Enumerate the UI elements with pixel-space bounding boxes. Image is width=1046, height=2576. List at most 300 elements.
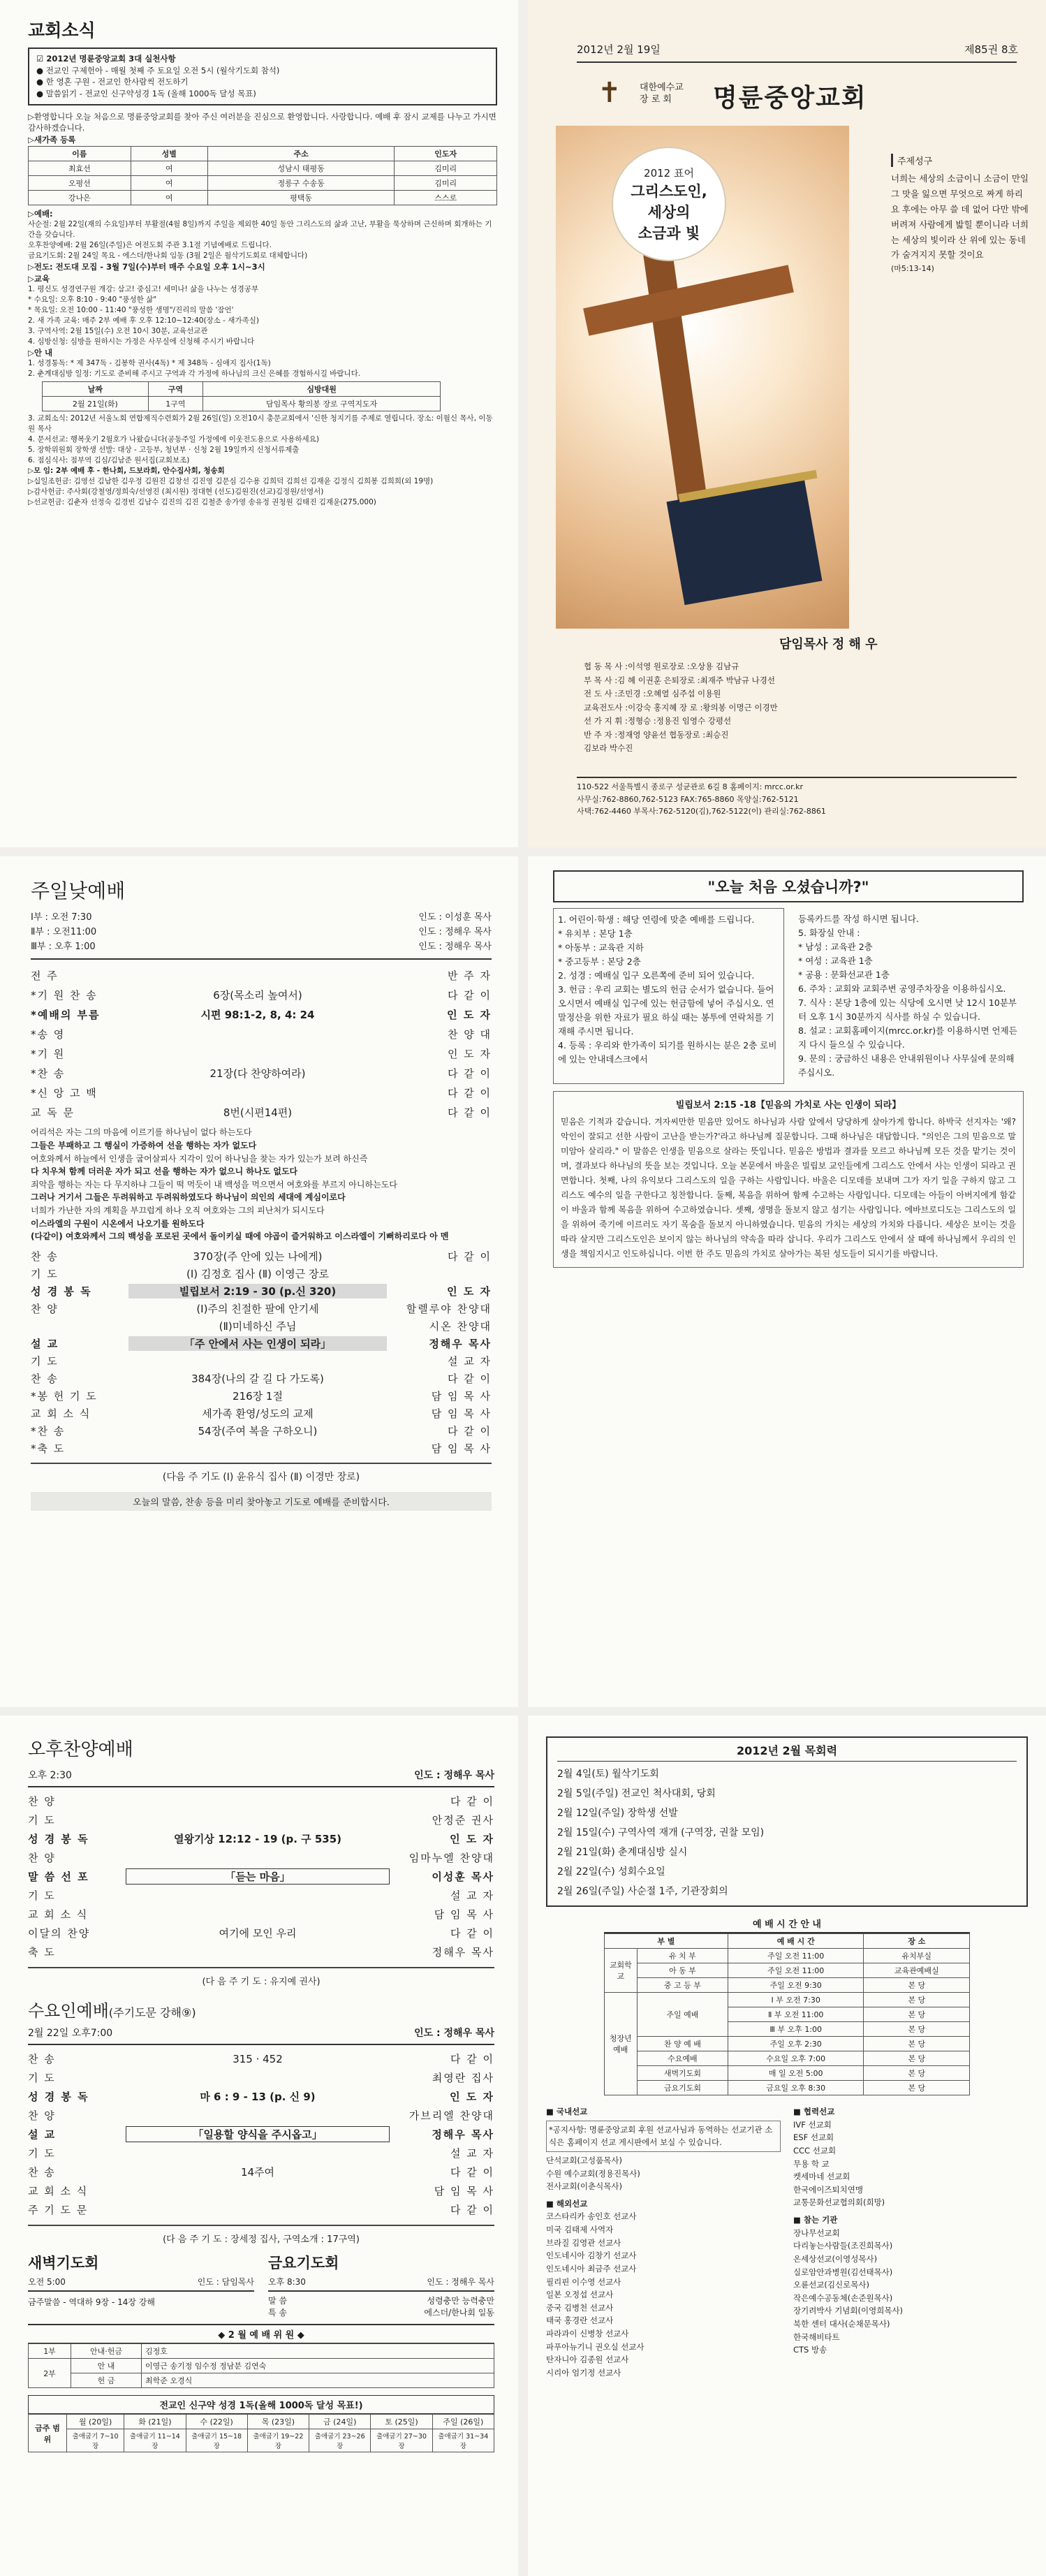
order-content: (Ⅰ)주의 친절한 팔에 안기세 <box>196 1302 319 1315</box>
table-row <box>604 1978 969 1993</box>
order-row <box>28 1829 494 1848</box>
order-content: (Ⅱ)미네하신 주님 <box>219 1319 297 1333</box>
service-times <box>31 911 492 960</box>
mission-title: ■ 참는 기관 <box>793 2215 838 2225</box>
order-item: *신 앙 고 백 <box>31 1086 98 1099</box>
mission-item: ESF 선교회 <box>793 2132 834 2143</box>
three-practices-box <box>28 47 497 105</box>
cell: 1구역 <box>148 397 202 411</box>
worship-line: 금요기도회: 2월 24일 목요 - 에스더/한나회 임동 (3월 2일은 월삭기도회로 대체합니다) <box>28 251 308 261</box>
missions-right <box>793 2105 1028 2380</box>
table-row <box>604 2066 969 2081</box>
order-content: 216장 1절 <box>233 1389 283 1403</box>
mission-item: 온세상선교(이영성목사) <box>793 2253 878 2264</box>
order-leader: 담 임 목 사 <box>431 1407 492 1420</box>
reading-line: 그들은 부패하고 그 행실이 가증하여 선을 행하는 자가 없도다 <box>31 1140 257 1150</box>
order-leader: 가브리엘 찬양대 <box>408 2109 494 2122</box>
order-row <box>31 1063 492 1083</box>
staff-line: 반 주 자 :정재영 양윤선 협동장로 :최승진 <box>584 729 729 740</box>
dawn-prayer <box>28 2252 254 2318</box>
service-leader: 인도 : 이성훈 목사 <box>418 912 492 923</box>
order-leader: 인 도 자 <box>450 1833 494 1845</box>
next-prayer: (다 음 주 기 도 : 유지예 권사) <box>202 1977 321 1987</box>
order-leader: 다 같 이 <box>450 1927 494 1940</box>
order-content: 6장(목소리 높여서) <box>213 988 302 1002</box>
order-item: *예배의 부름 <box>31 1008 101 1021</box>
col-header: 인도자 <box>395 146 497 161</box>
friday-content: 에스더/한나회 일동 <box>424 2308 494 2318</box>
offering-line: ▷십일조헌금: 김영선 김남한 김우정 김원진 김창선 김진영 김문심 김수용 김희덕 김희선 김재윤 김정식 김희봉 김희희(외 19명) <box>28 476 434 485</box>
reading-range: 출애굽기 31~34장 <box>432 2429 494 2452</box>
friday-leader: 인도 : 정해우 목사 <box>427 2277 494 2287</box>
newcomer-title: ▷새가족 등록 <box>28 135 76 145</box>
order-row <box>31 1352 492 1370</box>
table-row <box>604 1949 969 1963</box>
cell: 정릉구 수송동 <box>207 175 395 190</box>
reading-range: 출애굽기 15~18장 <box>186 2429 247 2452</box>
order-row <box>31 1387 492 1405</box>
service-time: Ⅱ부 : 오전11:00 <box>31 926 97 937</box>
page-calendar-missions <box>528 1715 1046 2576</box>
order-item: 말 씀 선 포 <box>28 1871 89 1883</box>
calendar-item: 2월 21일(화) 춘계대심방 실시 <box>557 1847 688 1858</box>
friday-time: 오후 8:30 <box>268 2277 306 2287</box>
mission-item: 브라질 김영관 선교사 <box>546 2237 621 2248</box>
cell: 본 당 <box>864 2037 970 2051</box>
reading-day: 주일 (26일) <box>432 2415 494 2429</box>
guide-item: 1. 어린이·학생 : 해당 연령에 맞춘 예배를 드립니다. <box>558 914 755 925</box>
order-leader: 담 임 목 사 <box>431 1442 492 1455</box>
order-leader: 인 도 자 <box>447 1047 492 1060</box>
order-content: 세가족 환영/성도의 교제 <box>202 1407 314 1420</box>
table-row <box>604 1993 969 2007</box>
order-row <box>28 1810 494 1829</box>
order-leader: 다 같 이 <box>450 2204 494 2216</box>
order-row <box>31 985 492 1004</box>
order-item: 설 교 <box>28 2128 57 2141</box>
order-row <box>28 1848 494 1867</box>
order-leader: 인 도 자 <box>447 1008 492 1021</box>
motto-badge <box>612 147 726 261</box>
motto-line: 소금과 빛 <box>638 224 700 242</box>
notice-title: ▷안 내 <box>28 347 53 358</box>
guide-item: 5. 화장실 안내 : <box>798 928 860 938</box>
staff-line: 전 도 사 :조민경 :오혜열 심주섭 이용원 <box>584 689 721 699</box>
calendar-item: 2월 22일(수) 성회수요일 <box>557 1866 665 1878</box>
mission-item: 중국 김병천 선교사 <box>546 2302 614 2313</box>
table-row <box>29 2415 494 2429</box>
order-item: 찬 송 <box>31 1250 59 1263</box>
cell: Ⅱ 부 오전 11:00 <box>728 2007 863 2022</box>
order-leader: 다 같 이 <box>447 1372 492 1385</box>
practice-line: ☑ 2012년 명륜중앙교회 3대 실천사항 <box>36 54 176 64</box>
schedule-table <box>604 1933 970 2095</box>
cell: 스스로 <box>395 190 497 205</box>
cell: 안 내 <box>71 2359 142 2373</box>
order-item: 교 회 소 식 <box>28 2185 89 2197</box>
calendar-title: 2012년 2월 목회력 <box>557 1742 1017 1762</box>
order-item: *기 원 찬 송 <box>31 988 98 1002</box>
edu-line: * 수요일: 오후 8:10 - 9:40 "풍성한 삶" <box>28 295 157 305</box>
guide-item: * 중고등부 : 본당 2층 <box>558 956 641 967</box>
order-leader: 다 같 이 <box>450 2053 494 2065</box>
mission-item: 작은예수공동체(손준원목사) <box>793 2292 893 2303</box>
mission-item: CCC 선교회 <box>793 2145 837 2156</box>
service-time-row <box>31 925 492 940</box>
guide-right <box>794 908 1024 1084</box>
order-leader: 인 도 자 <box>447 1285 492 1298</box>
preparation-note: 오늘의 말씀, 찬송 등을 미리 찾아놓고 기도로 예배를 준비합시다. <box>31 1492 492 1511</box>
reading-line: (다같이) 여호와께서 그의 백성을 포로된 곳에서 돌이키실 때에 야곱이 즐거워하고 이스라엘이 기뻐하리로다 아 멘 <box>31 1231 449 1242</box>
order-content: 「일용할 양식을 주시옵고」 <box>126 2126 390 2142</box>
calendar-item: 2월 15일(수) 구역사역 재개 (구역장, 권찰 모임) <box>557 1827 765 1838</box>
col-header: 심방대원 <box>203 382 441 397</box>
mission-item: 수원 예수교회(정용진목사) <box>546 2168 640 2179</box>
motto-line: 그리스도인, <box>631 182 707 200</box>
order-leader: 다 같 이 <box>447 1250 492 1263</box>
cell: 청장년예배 <box>604 1993 637 2095</box>
order-row <box>28 1886 494 1905</box>
order-leader: 정해우 목사 <box>432 1946 494 1959</box>
order-leader: 안정준 권사 <box>432 1814 494 1827</box>
wed-subtitle: (주기도문 강해⑨) <box>108 2006 196 2019</box>
page-cover <box>528 0 1046 847</box>
col-header: 장 소 <box>864 1934 970 1949</box>
wed-title-block <box>28 1997 494 2021</box>
table-row <box>604 2051 969 2066</box>
col-header: 예 배 시 간 <box>728 1934 863 1949</box>
calendar-list <box>557 1764 1017 1901</box>
staff-line: 교육전도사 :이강숙 홍지혜 장 로 :황의봉 이명근 이경만 <box>584 702 778 712</box>
motto-line: 세상의 <box>647 203 691 221</box>
order-item: *찬 송 <box>31 1424 66 1437</box>
order-item: *축 도 <box>31 1442 66 1455</box>
cell: 김미리 <box>395 175 497 190</box>
cell: 2부 <box>29 2359 71 2388</box>
order-item: 찬 송 <box>31 1372 59 1385</box>
mission-item: 장나무선교회 <box>793 2227 840 2238</box>
order-item: 이달의 찬양 <box>28 1927 91 1940</box>
order-leader: 설 교 자 <box>447 1354 492 1368</box>
mission-notice: *공지사항: 명륜중앙교회 후원 선교사님과 동역하는 선교기관 소식은 홈페이지 선교 게시판에서 보실 수 있습니다. <box>546 2121 781 2152</box>
table-row <box>604 1963 969 1978</box>
reading-line: 그러나 거기서 그들은 두려워하고 두려워하였도다 하나님이 의인의 세대에 계심이로다 <box>31 1192 346 1203</box>
friday-head <box>268 2273 494 2292</box>
order-row <box>31 1265 492 1282</box>
page-title: 교회소식 <box>28 20 96 41</box>
friday-row <box>268 2306 494 2318</box>
denomination <box>640 82 684 106</box>
order-item: 찬 양 <box>28 2109 56 2122</box>
order-content: 여기에 모인 우리 <box>219 1927 297 1940</box>
table-row <box>29 175 497 190</box>
reading-line: 여호와께서 하늘에서 인생을 굽어살피사 지각이 있어 하나님을 찾는 자가 있는가 보려 하신즉 <box>31 1153 368 1164</box>
order-leader: 다 같 이 <box>447 988 492 1002</box>
cell: 여 <box>131 175 207 190</box>
order-leader: 인 도 자 <box>450 2091 494 2103</box>
cell: 강나은 <box>29 190 131 205</box>
reading-day: 금 (24일) <box>309 2415 371 2429</box>
service-leader: 인도 : 정해우 목사 <box>418 941 492 952</box>
notice-line: 1. 성경통독: * 제 347독 - 김봉학 권사(4독) * 제 348독 - 심애지 집사(1독) <box>28 359 271 368</box>
order-row <box>31 1335 492 1352</box>
order-leader: 담 임 목 사 <box>434 2185 494 2197</box>
order-content: 「듣는 마음」 <box>126 1868 390 1885</box>
notice-line: 3. 교회소식: 2012년 서울노회 연합제직수련회가 2월 26일(일) 오전10시 총문교회에서 '신한 청지기를 주제로 열립니다. 장소: 이월신 목사, 이동원 목사 <box>28 414 493 434</box>
order-item: 찬 양 <box>31 1302 59 1315</box>
table-row <box>29 2429 494 2452</box>
service-time: 2월 22일 오후7:00 <box>28 2028 113 2039</box>
order-row <box>28 2144 494 2162</box>
order-item: 성 경 봉 독 <box>28 1833 89 1845</box>
notice-line: 4. 문서선교: 행복웃기 2월호가 나왔습니다(공동주일 가정에에 이웃전도용으로 사용하세요) <box>28 435 319 444</box>
mission-item: 일본 오정섭 선교사 <box>546 2290 614 2300</box>
cell: 성남시 태평동 <box>207 161 395 175</box>
worship-line: 사순절: 2월 22일(재의 수요일)부터 부활절(4월 8일)까지 주일을 제외한 40일 동안 그리스도의 삶과 고난, 부활을 묵상하며 근신하며 회개하는 기간을 갖습니다. <box>28 220 492 240</box>
cell: 본 당 <box>864 2051 970 2066</box>
order-content: 384장(나의 갈 길 다 가도록) <box>191 1372 324 1385</box>
cell: 금요일 오후 8:30 <box>728 2081 863 2095</box>
order-row <box>31 1422 492 1440</box>
reading-range: 출애굽기 7~10장 <box>67 2429 124 2452</box>
mission-item: 파라과이 신병창 선교사 <box>546 2329 629 2339</box>
cell: 유 치 부 <box>637 1949 728 1963</box>
notice-line: 5. 장학위원회 장학생 선발: 대상 - 고등부, 청년부 · 신청 2월 19일까지 신청서류제출 <box>28 445 300 454</box>
mission-item: 파푸아뉴기니 권오실 선교사 <box>546 2341 644 2352</box>
order-item: 설 교 <box>31 1337 59 1350</box>
order-row <box>28 2087 494 2106</box>
practice-line: ● 한 영혼 구원 - 전교인 한사람씩 전도하기 <box>36 77 189 87</box>
order-leader: 최영란 집사 <box>432 2072 494 2084</box>
order-row <box>28 2068 494 2087</box>
friday-item: 특 송 <box>268 2308 287 2318</box>
cell: 주일 오전 9:30 <box>728 1978 863 1993</box>
mission-item: 북한 센터 대사(순채문목사) <box>793 2319 890 2329</box>
edu-title: ▷교육 <box>28 273 50 284</box>
denomination-line: 대한예수교 <box>640 82 684 93</box>
mission-item: 다리놓는사람들(조진희목사) <box>793 2241 893 2251</box>
table-row <box>29 2359 494 2373</box>
service-leader: 인도 : 정해우 목사 <box>418 926 492 937</box>
reading-day: 토 (25일) <box>371 2415 432 2429</box>
theme-text: 너희는 세상의 소금이니 소금이 만일 그 맛을 잃으면 무엇으로 짜게 하리요 후에는 아무 쓸 데 없어 다만 밖에 버려져 사람에게 밟힐 뿐이니라 너희는 세상의 빛이라 산 위에 있는 동네가 숨겨지지 못할 것이요 <box>891 173 1029 261</box>
divider <box>28 1967 494 1968</box>
issue-volume: 제85권 8호 <box>964 43 1018 56</box>
order-leader: 다 같 이 <box>447 1106 492 1119</box>
reading-line: 이스라엘의 구원이 시온에서 나오기를 원하도다 <box>31 1218 205 1229</box>
mission-item: 단석교회(고성품목사) <box>546 2155 622 2165</box>
order-row <box>28 1924 494 1942</box>
friday-title: 금요기도회 <box>268 2255 339 2271</box>
order-content: 마 6 : 9 - 13 (p. 신 9) <box>200 2091 316 2103</box>
guide-item: * 아동부 : 교육관 지하 <box>558 942 644 953</box>
cell: 1부 <box>29 2344 71 2359</box>
welcome-text: ▷환영합니다 오늘 처음으로 명륜중앙교회를 찾아 주신 여러분을 진심으로 환영합니다. 사랑합니다. 예배 후 잠시 교제를 나누고 가시면 감사하겠습니다. <box>28 111 496 133</box>
mission-item: 교통문화선교협의회(희망) <box>793 2197 885 2208</box>
edu-line: 4. 심방신청: 심방을 원하시는 가정은 사무실에 신청해 주시기 바랍니다 <box>28 337 255 346</box>
reading-day: 목 (23일) <box>247 2415 309 2429</box>
order-leader: 할렐루야 찬양대 <box>406 1302 492 1315</box>
order-leader: 담 임 목 사 <box>434 1908 494 1921</box>
cell: 교육관예배실 <box>864 1963 970 1978</box>
table-row <box>29 2344 494 2359</box>
page-title: 오후찬양예배 <box>28 1739 133 1760</box>
cell: 찬 양 예 배 <box>637 2037 728 2051</box>
contact-line: 사택:762-4460 부목사:762-5120(김),762-5122(이) 관리실:762-8861 <box>577 807 826 817</box>
cell: 여 <box>131 190 207 205</box>
order-item: *송 영 <box>31 1027 66 1041</box>
service-time: Ⅰ부 : 오전 7:30 <box>31 912 92 923</box>
offering-line: ▷감사헌금: 주사회(강철영/정희숙/선영진 (최시원) 정대현 (선도)김원진(선교)김정원/선영서) <box>28 487 324 496</box>
guide-item: * 남성 : 교육관 2층 <box>798 942 873 952</box>
order-item: 찬 양 <box>28 1795 56 1808</box>
cell: 수요예배 <box>637 2051 728 2066</box>
guide-item: 4. 등록 : 우리와 한가족이 되기를 원하시는 분은 2층 로비에 있는 안내데스크에서 <box>558 1040 777 1064</box>
reading-range: 출애굽기 11~14장 <box>124 2429 186 2452</box>
edu-line: 3. 구역사역: 2월 15일(수) 오전 10시 30분, 교육선교관 <box>28 326 208 335</box>
reading-day: 수 (22일) <box>186 2415 247 2429</box>
mission-item: 오륜선교(김신로목사) <box>793 2280 869 2290</box>
mission-title: ■ 해외선교 <box>546 2198 588 2209</box>
staff-line: 부 목 사 :김 혜 이권훈 은퇴장로 :최재주 박남규 나경선 <box>584 675 775 685</box>
order-leader: 정해우 목사 <box>429 1337 492 1350</box>
cell: 새벽기도회 <box>637 2066 728 2081</box>
cell: 본 당 <box>864 1978 970 1993</box>
order-leader: 임마누엘 찬양대 <box>408 1852 494 1864</box>
service-header <box>28 2026 494 2045</box>
missions-left <box>546 2105 781 2380</box>
order-row <box>31 1083 492 1102</box>
friday-row <box>268 2292 494 2306</box>
notice-line: ▷모 임: 2부 예배 후 - 한나회, 드보라회, 안수집사회, 청송회 <box>28 466 225 475</box>
order-leader: 반 주 자 <box>447 969 492 982</box>
mission-item: 태국 홍경란 선교사 <box>546 2315 614 2326</box>
cell: 주일 오후 2:30 <box>728 2037 863 2051</box>
col-header: 성별 <box>131 146 207 161</box>
order-row <box>28 2181 494 2200</box>
guide-item: 8. 설교 : 교회홈페이지(mrcc.or.kr)를 이용하시면 언제든지 다시 들으실 수 있습니다. <box>798 1025 1017 1050</box>
cell: 최학준 오경식 <box>142 2373 494 2388</box>
calendar-item: 2월 5일(주일) 전교인 척사대회, 당회 <box>557 1788 716 1799</box>
mission-item: 켓세마네 선교회 <box>793 2172 850 2182</box>
month-calendar <box>546 1736 1028 1907</box>
cell: 본 당 <box>864 2081 970 2095</box>
order-row <box>28 2162 494 2181</box>
cell: 본 당 <box>864 1993 970 2007</box>
order-item: *찬 송 <box>31 1067 66 1080</box>
order-leader: 시온 찬양대 <box>429 1319 492 1333</box>
theme-verse <box>891 154 1031 274</box>
church-name: 명륜중앙교회 <box>713 84 867 112</box>
senior-pastor: 담임목사 정 해 우 <box>779 637 878 652</box>
edu-line: * 목요일: 오전 10:00 - 11:40 "풍성한 생명"/진리의 말씀 '잠언' <box>28 306 234 315</box>
cell: 김정호 <box>142 2344 494 2359</box>
cell: 금요기도회 <box>637 2081 728 2095</box>
reading-line: 너희가 가난한 자의 계획을 부끄럽게 하나 오직 여호와는 그의 피난처가 되시도다 <box>31 1205 325 1215</box>
worship-line: 오후찬양예배: 2월 26일(주일)은 여전도회 주관 3.1절 기념예배로 드립니다. <box>28 241 272 250</box>
cell: Ⅲ 부 오후 1:00 <box>728 2022 863 2037</box>
mission-title: ■ 협력선교 <box>793 2107 835 2116</box>
wed-title: 수요인예배 <box>28 2001 109 2021</box>
schedule-block <box>604 1917 970 2095</box>
contact-line: 사무실:762-8860,762-5123 FAX:765-8860 목양실:762-5121 <box>577 794 799 804</box>
order-row <box>31 1102 492 1122</box>
mission-item: 코스타리카 송인호 선교사 <box>546 2211 637 2222</box>
newcomer-table <box>28 146 497 205</box>
order-item: 기 도 <box>28 1814 56 1827</box>
divider <box>31 1463 492 1464</box>
cell: 담임목사 황의봉 장로 구역지도자 <box>203 397 441 411</box>
next-prayer: (다음 주 기도 (Ⅰ) 윤유식 집사 (Ⅱ) 이경만 장로) <box>162 1471 360 1483</box>
order-row <box>28 1905 494 1924</box>
order-row <box>28 2049 494 2068</box>
order-row <box>31 1317 492 1335</box>
order-item: 찬 송 <box>28 2166 56 2179</box>
cell: 헌 금 <box>71 2373 142 2388</box>
staff-list <box>584 660 1017 756</box>
cell: 여 <box>131 161 207 175</box>
sermon-summary <box>553 1091 1024 1268</box>
dawn-head <box>28 2273 254 2292</box>
cell: 유치부실 <box>864 1949 970 1963</box>
cell: 수요일 오후 7:00 <box>728 2051 863 2066</box>
page-sunday-worship <box>0 856 518 1707</box>
sermon-text: 믿음은 기적과 같습니다. 겨자씨만한 믿음만 있어도 하나님과 사람 앞에서 당당하게 살아가게 합니다. 하박국 선지자는 '왜? 악인이 잘되고 선한 사람이 고난을 받는가?'라고 하나님께 질문합니다. 그때 하나님은 대답합니다. "의인은 그의 믿음으로 말미암아 살리라." 이 말씀은 인생을 믿음으로 살라는 뜻입니다. 믿음은 방법과 결과를 모르고 하나님께 모든 것을 맡기는 것이며, 결과보다 하나님의 뜻을 보는 것입니다. 오늘 본문에서 바울은 빌립보 교인들에게 그리스도 안에서 사는 인생이 되라고 권면합니다. 첫째, 나의 유익보다 그리스도의 일을 구하는 사람입니다. 바울은 디모데를 보내며 그가 자기 일을 구하지 않고 그리스도 예수의 일을 구한다고 칭찬합니다. 둘째, 복음을 위하여 함께 수고하는 사람입니다. 디모데는 아들이 아버지에게 함같이 바울과 함께 복음을 위하여 수고하였습니다. 셋째, 생명을 돌보지 않고 섬기는 사람입니다. 에바브로디도는 그리스도의 일을 위하여 죽기에 이르러도 자기 목숨을 돌보지 아니하였습니다. 믿음의 가치는 세상의 가치와 다릅니다. 세상은 보이는 것을 따라 살지만 그리스도인은 보이지 않는 하나님의 약속을 따라 삽니다. 우리가 그리스도 안에서 살 때에 하나님께서 우리의 인생을 책임지시고 인도하십니다. 이번 한 주도 믿음의 가치로 살아가는 복된 성도들이 되시기를 바랍니다. <box>561 1117 1016 1259</box>
order-content: 열왕기상 12:12 - 19 (p. 구 535) <box>173 1833 342 1845</box>
order-leader: 설 교 자 <box>450 2147 494 2160</box>
cell: 김미리 <box>395 161 497 175</box>
mission-title: ■ 국내선교 <box>546 2107 588 2116</box>
col-header: 날짜 <box>43 382 149 397</box>
order-item: 교 독 문 <box>31 1106 75 1119</box>
order-row <box>31 1004 492 1024</box>
wed-next: (다 음 주 기 도 : 장세정 집사, 구역소개 : 17구역) <box>163 2234 360 2245</box>
order-leader: 다 같 이 <box>450 2166 494 2179</box>
guide-title: "오늘 처음 오셨습니까?" <box>553 870 1024 902</box>
notice-line: 2. 춘계대심방 일정: 기도로 준비해 주시고 구역과 각 가정에 하나님의 크신 은혜를 경험하시길 바랍니다. <box>28 369 361 379</box>
order-leader: 담 임 목 사 <box>431 1389 492 1403</box>
order-leader: 이성훈 목사 <box>432 1871 494 1883</box>
order-item: 기 도 <box>28 2147 56 2160</box>
table-row <box>29 190 497 205</box>
guide-item: 7. 식사 : 본당 1층에 있는 식당에 오시면 낮 12시 10분부터 오후 1시 30분까지 식사를 하실 수 있습니다. <box>798 997 1017 1022</box>
table-row <box>604 2081 969 2095</box>
denomination-line: 장 로 회 <box>640 94 672 105</box>
table-row <box>29 2373 494 2388</box>
reading-line: 어리석은 자는 그의 마음에 이르기를 하나님이 없다 하는도다 <box>31 1127 252 1138</box>
order-item: 축 도 <box>28 1946 56 1959</box>
contact-footer <box>577 777 1017 818</box>
order-of-service <box>31 965 492 1122</box>
dawn-leader: 인도 : 담임목사 <box>197 2277 254 2287</box>
order-leader: 다 같 이 <box>447 1086 492 1099</box>
practice-line: ● 말씀읽기 - 전교인 신구약성경 1독 (올해 1000독 달성 목표) <box>36 89 256 99</box>
order-item: 찬 송 <box>28 2053 56 2065</box>
cell: 최효선 <box>29 161 131 175</box>
cross-logo-icon: ✝ <box>598 77 621 109</box>
order-item: 기 도 <box>31 1354 59 1368</box>
order-row <box>31 1370 492 1387</box>
order-item: 기 도 <box>31 1267 59 1280</box>
mission-item: 무용 학 교 <box>793 2158 830 2169</box>
mission-item: 탄자니아 김종원 선교사 <box>546 2355 629 2365</box>
col-header: 부 별 <box>604 1934 728 1949</box>
order-item: 전 주 <box>31 969 59 982</box>
wednesday-order <box>28 2049 494 2219</box>
reading-line: 다 치우쳐 함께 더러운 자가 되고 선을 행하는 자가 없으니 하나도 없도다 <box>31 1166 298 1177</box>
cell: 주일 예배 <box>637 1993 728 2037</box>
order-content: 21장(다 찬양하여라) <box>209 1067 306 1080</box>
